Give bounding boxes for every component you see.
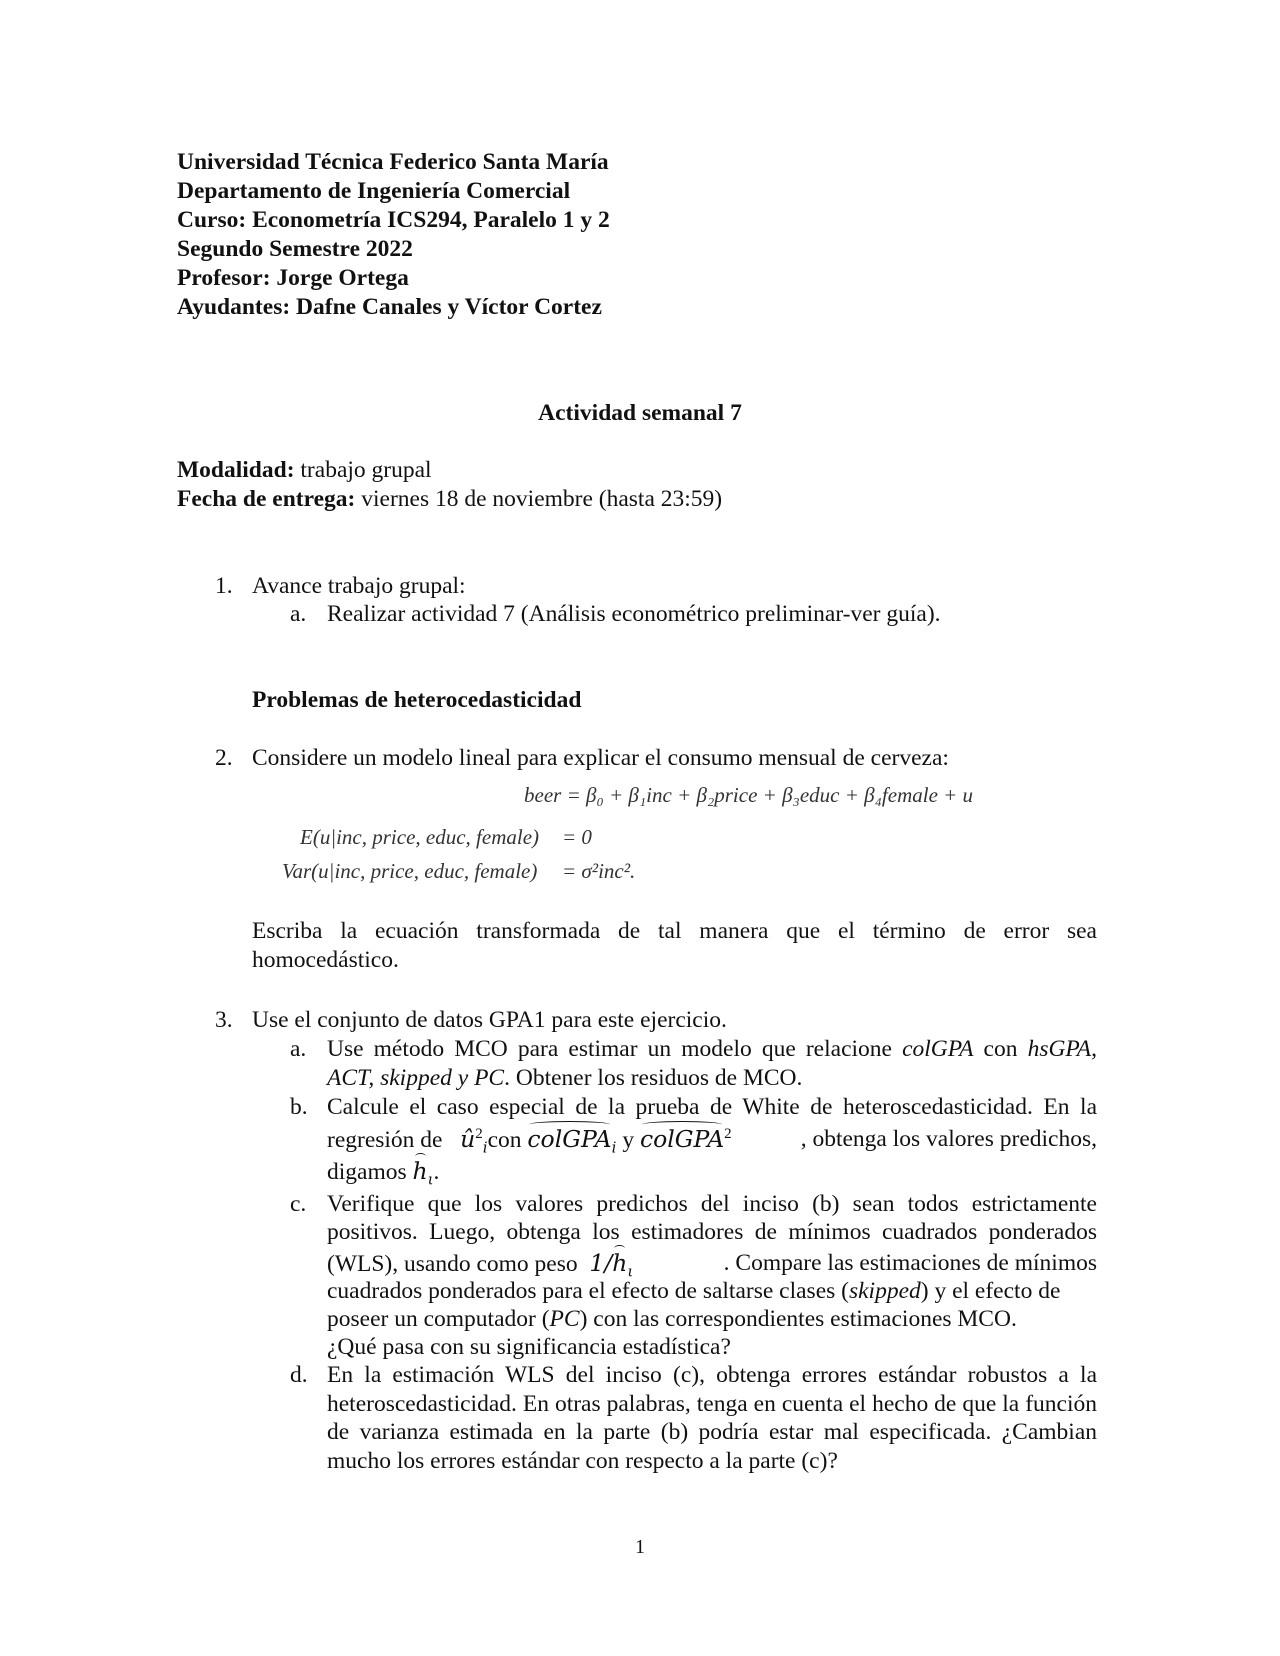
course-header bbox=[177, 148, 610, 322]
q3b-regresion-de: regresión de bbox=[327, 1127, 443, 1153]
semester: Segundo Semestre 2022 bbox=[177, 236, 413, 262]
q3a-part2: con bbox=[973, 1036, 1028, 1062]
var-list: ACT, skipped y PC bbox=[327, 1064, 505, 1091]
q3a-text bbox=[327, 1035, 1097, 1092]
modality-value: trabajo grupal bbox=[294, 457, 432, 483]
q3c-line2: positivos. Luego, obtenga los estimadores de mínimos cuadrados ponderados bbox=[327, 1219, 1097, 1245]
q3a-part1: Use método MCO para estimar un modelo que relacione bbox=[327, 1036, 903, 1062]
due-label: Fecha de entrega: bbox=[177, 486, 356, 512]
university-name: Universidad Técnica Federico Santa María bbox=[177, 149, 609, 175]
q3c-weight-text: (WLS), usando como peso $1/h_\iota$ bbox=[327, 1249, 634, 1281]
q3c-line4 bbox=[327, 1277, 1097, 1306]
q3b-label: b. bbox=[290, 1094, 308, 1120]
q3c-line3-post: . Compare las estimaciones de mínimos bbox=[723, 1250, 1097, 1276]
modality-label: Modalidad: bbox=[177, 457, 295, 483]
q3b-line2 bbox=[327, 1125, 1097, 1155]
weight-h: h bbox=[612, 1249, 628, 1277]
equation-variance-left: Var(u|inc, price, educ, female) bbox=[282, 859, 538, 883]
page-title: Actividad semanal 7 bbox=[538, 400, 742, 426]
equation-mean-right: = 0 bbox=[562, 825, 592, 849]
q3b-line3: digamos $h_\iota$. bbox=[327, 1157, 440, 1189]
course-name: Curso: Econometría ICS294, Paralelo 1 y 2 bbox=[177, 207, 610, 233]
q3a-part4: . Obtener los residuos de MCO. bbox=[504, 1064, 803, 1091]
q3a-label: a. bbox=[290, 1036, 307, 1062]
due-value: viernes 18 de noviembre (hasta 23:59) bbox=[355, 486, 723, 512]
q3c-line4-left bbox=[327, 1277, 1060, 1306]
var-colgpa: colGPA bbox=[902, 1036, 974, 1062]
fitted-h: h bbox=[412, 1157, 428, 1185]
due-date-line bbox=[177, 485, 722, 514]
residual-symbol: û bbox=[460, 1125, 476, 1153]
q3b-digamos: digamos bbox=[327, 1159, 407, 1185]
q3c-line3-pre: (WLS), usando como peso bbox=[327, 1251, 578, 1277]
q3c-line3 bbox=[327, 1249, 1097, 1279]
var-hsgpa: hsGPA bbox=[1027, 1036, 1092, 1062]
q3c-line5-pre: poseer un computador ( bbox=[327, 1306, 550, 1332]
equation-model: beer = β₀ + β₁inc + β₂price + β₃educ + β₄female + u bbox=[524, 783, 974, 807]
assistants: Ayudantes: Dafne Canales y Víctor Cortez bbox=[177, 294, 602, 320]
q3b-regression-text: regresión de $û^2_icon$ colGPA$_i$ y colGPA$^2$ bbox=[327, 1125, 732, 1157]
q3b-con: con bbox=[487, 1127, 522, 1153]
department-name: Departamento de Ingeniería Comercial bbox=[177, 178, 571, 204]
professor: Profesor: Jorge Ortega bbox=[177, 265, 409, 291]
q2-text: Considere un modelo lineal para explicar el consumo mensual de cerveza: bbox=[252, 745, 949, 771]
q3c-line4-pre: cuadrados ponderados para el efecto de saltarse clases ( bbox=[327, 1278, 849, 1304]
modality-line bbox=[177, 456, 722, 485]
assignment-meta bbox=[177, 456, 722, 514]
q3c-line6: ¿Qué pasa con su significancia estadística? bbox=[327, 1334, 731, 1360]
q3c-line4-post: ) y el efecto de bbox=[920, 1278, 1061, 1304]
q2-instruction: Escriba la ecuación transformada de tal manera que el término de error sea homocedástico. bbox=[252, 918, 1097, 973]
q3c-line1: Verifique que los valores predichos del inciso (b) sean todos estrictamente bbox=[327, 1191, 1097, 1217]
q1a-text: Realizar actividad 7 (Análisis econométrico preliminar-ver guía). bbox=[327, 601, 941, 627]
equation-mean-left: E(u|inc, price, educ, female) bbox=[300, 825, 540, 849]
subscript-i: i bbox=[611, 1138, 617, 1157]
page-number: 1 bbox=[635, 1536, 645, 1558]
q3d-text: En la estimación WLS del inciso (c), obtenga errores estándar robustos a la heteroscedasticidad. En otras palabras, tenga en cuenta el hecho de que la función de varianza estimada en la parte (b) podría estar mal especificada. ¿Cambian mucho los errores estándar con respecto a la parte (c)? bbox=[327, 1362, 1097, 1474]
q2-number: 2. bbox=[215, 745, 233, 771]
equation-variance-right: = σ²inc². bbox=[562, 859, 636, 883]
q3d-label: d. bbox=[290, 1362, 308, 1388]
weight-fraction: 1/ bbox=[589, 1249, 613, 1277]
section-title: Problemas de heterocedasticidad bbox=[252, 687, 582, 713]
q1-number: 1. bbox=[215, 573, 233, 599]
fitted-colgpa: colGPA bbox=[527, 1125, 612, 1153]
q3b-y: y bbox=[622, 1127, 635, 1153]
var-skipped: skipped bbox=[848, 1278, 921, 1304]
q3c-line5-post: ) con las correspondientes estimaciones MCO. bbox=[579, 1306, 1017, 1332]
q3b-line2-post: , obtenga los valores predichos, bbox=[800, 1126, 1097, 1152]
q1a-label: a. bbox=[290, 601, 307, 627]
var-pc: PC bbox=[549, 1306, 580, 1332]
q3-text: Use el conjunto de datos GPA1 para este ejercicio. bbox=[252, 1007, 727, 1033]
q3-number: 3. bbox=[215, 1007, 233, 1033]
q3b-line1: Calcule el caso especial de la prueba de White de heteroscedasticidad. En la bbox=[327, 1094, 1097, 1120]
q3a-part3: , bbox=[1091, 1036, 1097, 1062]
q1-text: Avance trabajo grupal: bbox=[252, 573, 466, 599]
q3c-label: c. bbox=[290, 1191, 307, 1217]
fitted-colgpa-squared: colGPA bbox=[639, 1125, 725, 1153]
q3c-line5 bbox=[327, 1305, 1097, 1334]
